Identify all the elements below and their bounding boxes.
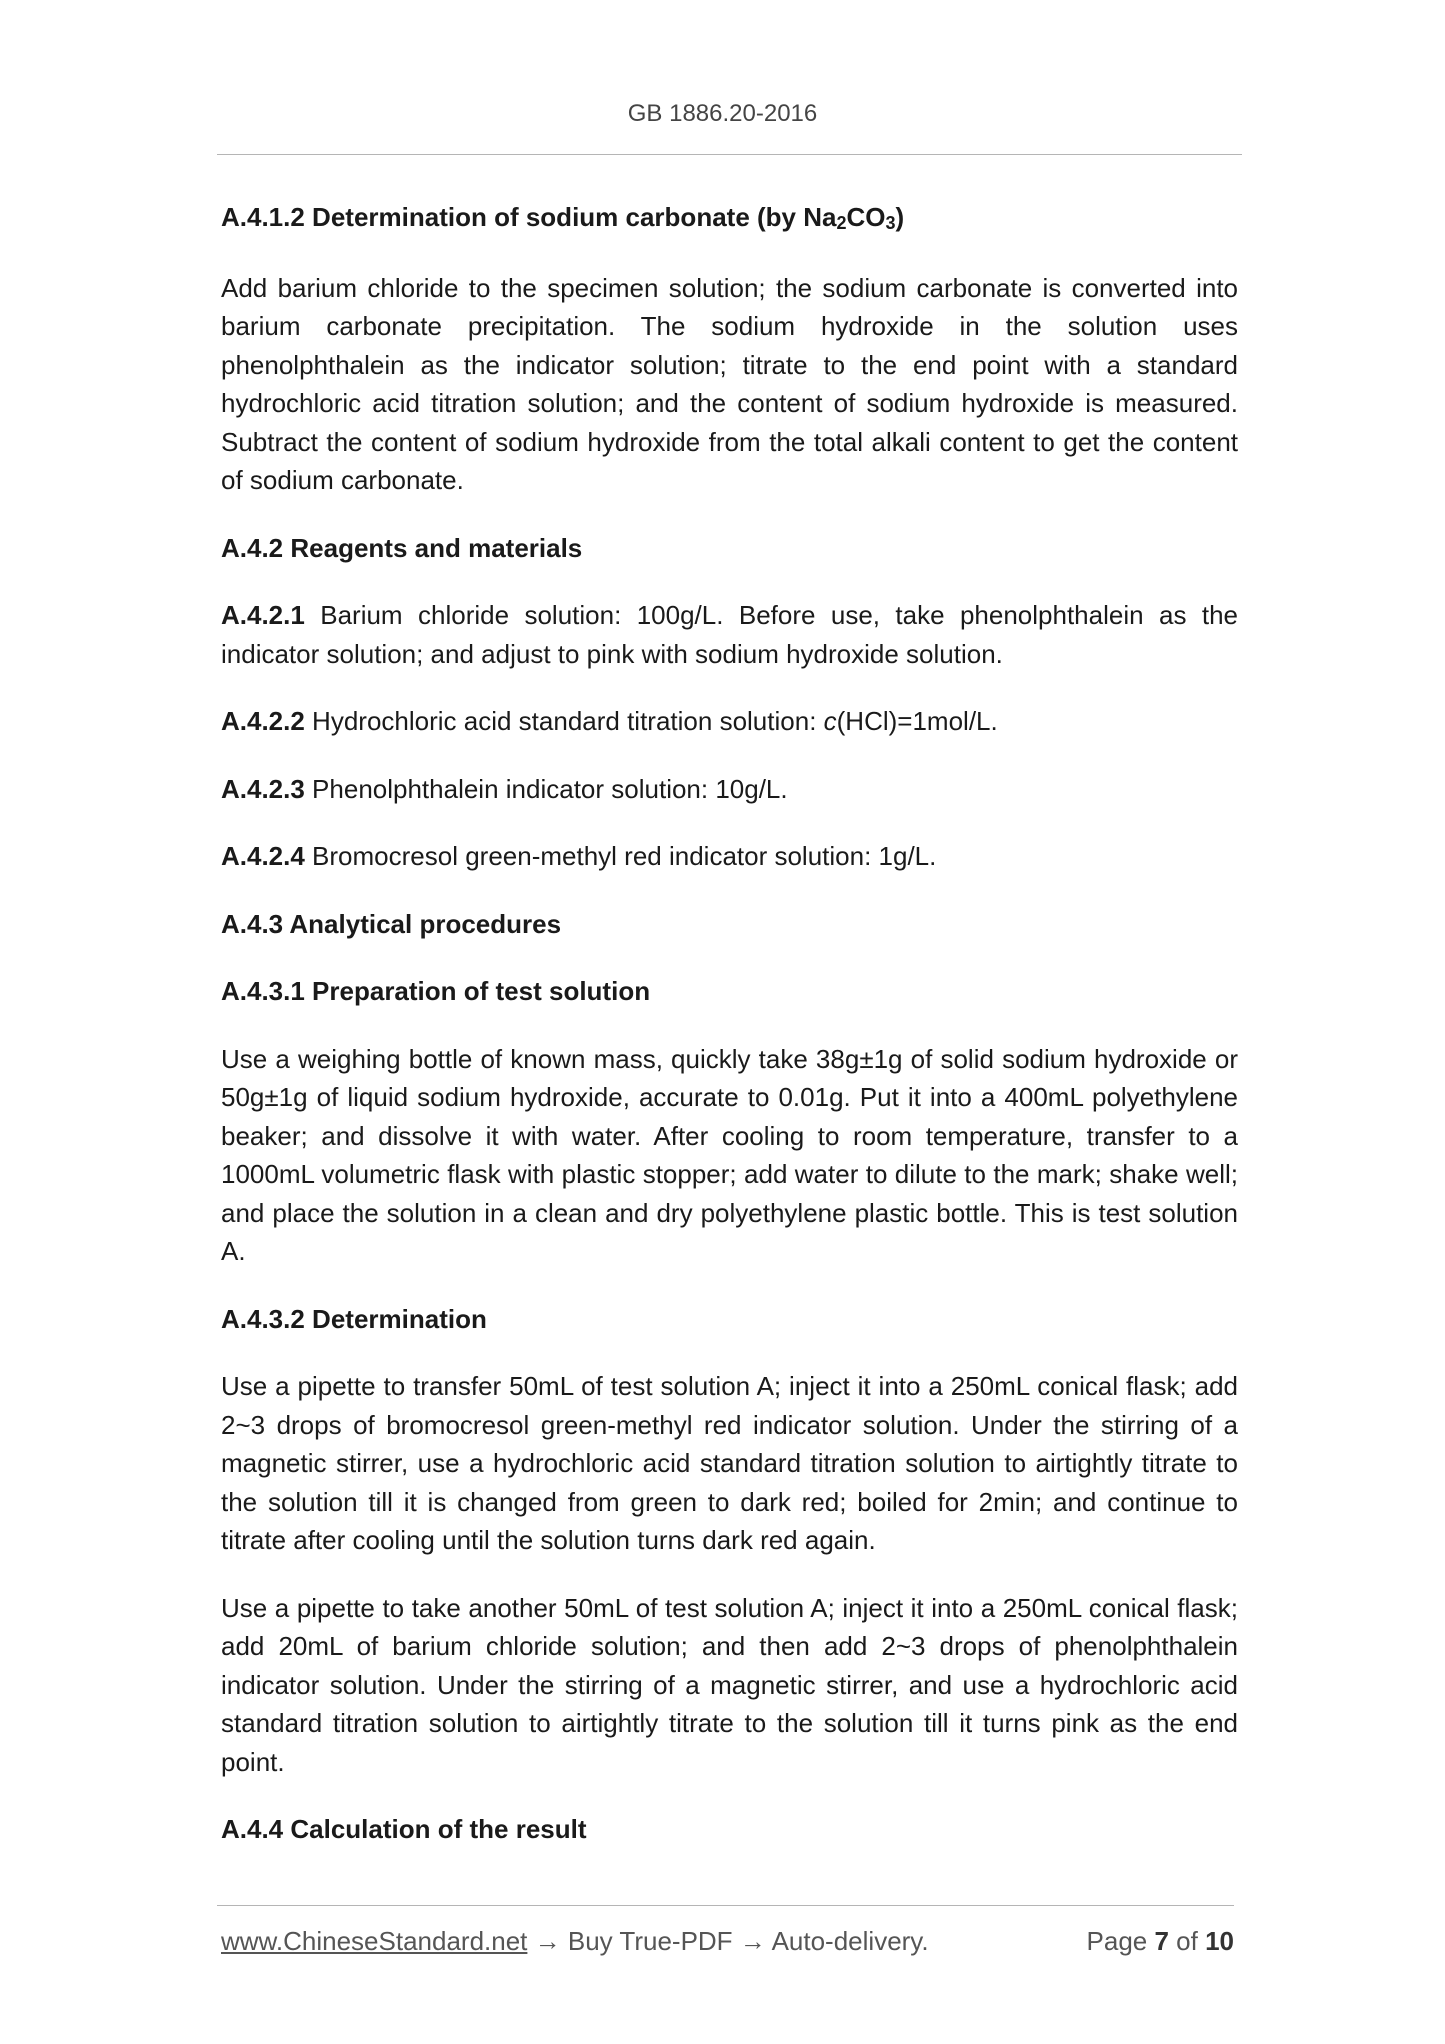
reagent-item-a4-2-3: A.4.2.3 Phenolphthalein indicator solution: 10g/L.	[221, 773, 788, 804]
paragraph-a4-1-2: Add barium chloride to the specimen solution; the sodium carbonate is converted into barium carbonate precipitation. The sodium hydroxide in the solution uses phenolphthalein as the indicator solution; titrate to the end point with a standard hydrochloric acid titration solution; and the content of sodium hydroxide is measured. Subtract the content of sodium hydroxide from the total alkali content to get the content of sodium carbonate.	[221, 272, 1238, 495]
paragraph-a4-3-2-second: Use a pipette to take another 50mL of test solution A; inject it into a 250mL conical flask; add 20mL of barium chloride solution; and then add 2~3 drops of phenolphthalein indicator solution. Under the stirring of a magnetic stirrer, and use a hydrochloric acid standard titration solution to airtightly titrate to the solution till it turns pink as the end point.	[221, 1592, 1238, 1777]
page-indicator: Page 7 of 10	[1086, 1926, 1234, 1956]
footer-tagline: → Buy True-PDF → Auto-delivery.	[527, 1926, 929, 1956]
page-content	[221, 198, 1238, 1878]
section-heading-a4-3: A.4.3 Analytical procedures	[221, 908, 562, 939]
paragraph-a4-3-2-first: Use a pipette to transfer 50mL of test solution A; inject it into a 250mL conical flask; add 2~3 drops of bromocresol green-methyl red indicator solution. Under the stirring of a magnetic stirrer, use a hydrochloric acid standard titration solution to airtightly titrate to the solution till it is changed from green to dark red; boiled for 2min; and continue to titrate after cooling until the solution turns dark red again.	[221, 1371, 1238, 1555]
section-heading-a4-4: A.4.4 Calculation of the result	[221, 1814, 587, 1844]
section-heading-a4-3-2: A.4.3.2 Determination	[221, 1303, 487, 1334]
section-heading-a4-1-2: A.4.1.2 Determination of sodium carbonate (by $Na_2CO_3$)	[221, 202, 905, 233]
section-heading-a4-2: A.4.2 Reagents and materials	[221, 532, 583, 563]
current-page-number: 7	[1154, 1926, 1169, 1956]
paragraph-a4-3-1: Use a weighing bottle of known mass, quickly take 38g±1g of solid sodium hydroxide or 50g±1g of liquid sodium hydroxide, accurate to 0.01g. Put it into a 400mL polyethylene beaker; and dissolve it with water. After cooling to room temperature, transfer to a 1000mL volumetric flask with plastic stopper; add water to dilute to the mark; shake well; and place the solution in a clean and dry polyethylene plastic bottle. This is test solution A.	[221, 1043, 1238, 1266]
section-heading-a4-3-1: A.4.3.1 Preparation of test solution	[221, 976, 651, 1006]
header-divider	[217, 154, 1242, 155]
page-footer	[221, 1926, 1234, 1957]
total-pages-number: 10	[1205, 1926, 1234, 1956]
document-id-header: GB 1886.20-2016	[627, 100, 818, 127]
reagent-item-a4-2-2: A.4.2.2 Hydrochloric acid standard titration solution: c(HCl)=1mol/L.	[221, 706, 998, 736]
reagent-item-a4-2-4: A.4.2.4 Bromocresol green-methyl red indicator solution: 1g/L.	[221, 841, 937, 871]
website-link[interactable]: www.ChineseStandard.net	[221, 1926, 528, 1956]
reagent-item-a4-2-1: A.4.2.1 Barium chloride solution: 100g/L. Before use, take phenolphthalein as the indicator solution; and adjust to pink with sodium hydroxide solution.	[221, 600, 1238, 669]
footer-divider	[217, 1905, 1234, 1906]
